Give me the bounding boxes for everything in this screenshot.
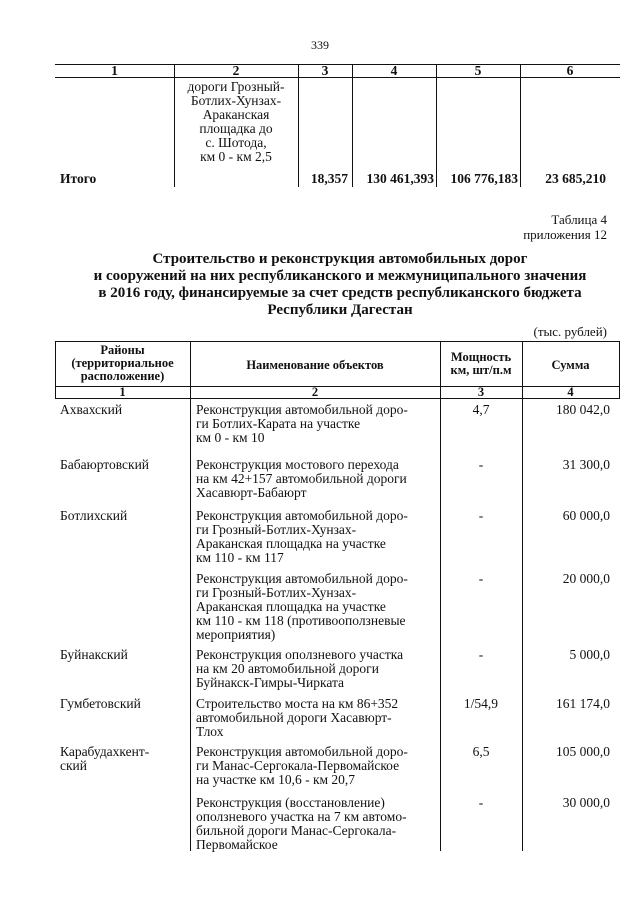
row-capacity: - — [478, 457, 484, 472]
main-table-col-line — [522, 341, 523, 851]
row-object: Реконструкция (восстановление) оползневого участка на 7 км автомо- бильной дороги Манас-Сергокала- Первомайское — [196, 795, 407, 852]
row-district: Бабаюртовский — [60, 457, 150, 472]
header-object: Наименование объектов — [246, 358, 384, 372]
table-reference: Таблица 4 приложения 12 — [523, 212, 607, 242]
top-object-text: дороги Грозный- Ботлих-Хунзах- Араканская площадка до с. Шотода, км 0 - км 2,5 — [187, 79, 285, 164]
top-col-num: 6 — [566, 63, 574, 78]
col-number: 3 — [477, 385, 485, 399]
row-sum: 5 000,0 — [569, 647, 610, 662]
top-table-col-line — [520, 64, 521, 187]
row-capacity: - — [478, 571, 484, 586]
col-number: 4 — [567, 385, 574, 399]
row-capacity: - — [478, 647, 484, 662]
top-table-col-line — [436, 64, 437, 187]
row-district: Гумбетовский — [60, 696, 141, 711]
page-number: 339 — [311, 38, 329, 52]
total-value: 23 685,210 — [545, 171, 606, 186]
top-col-num: 3 — [321, 63, 329, 78]
top-col-num: 4 — [390, 63, 398, 78]
top-col-num: 5 — [474, 63, 482, 78]
header-capacity: Мощность км, шт/п.м — [450, 350, 512, 377]
row-object: Реконструкция автомобильной доро- ги Манас-Сергокала-Первомайское на участке км 10,6 - км 20,7 — [196, 744, 408, 787]
row-object: Реконструкция автомобильной доро- ги Грозный-Ботлих-Хунзах- Араканская площадка на участке км 110 - км 117 — [196, 508, 408, 565]
row-object: Строительство моста на км 86+352 автомобильной дороги Хасавюрт- Тлох — [196, 696, 399, 739]
row-sum: 105 000,0 — [556, 744, 610, 759]
row-sum: 60 000,0 — [562, 508, 610, 523]
row-sum: 180 042,0 — [556, 402, 610, 417]
top-col-num: 1 — [111, 63, 118, 78]
document-title: Строительство и реконструкция автомобильных дорог и сооружений на них республиканского и межмуниципального значения в 2016 году, финансируемые за счет средств республиканского бюджета Республики Дагестан — [93, 251, 587, 318]
col-number: 1 — [119, 385, 126, 399]
row-capacity: - — [478, 508, 484, 523]
row-object: Реконструкция мостового перехода на км 42+157 автомобильной дороги Хасавюрт-Бабаюрт — [196, 457, 407, 500]
top-table-col-line — [298, 64, 299, 187]
row-district: Ахвахский — [60, 402, 123, 417]
row-capacity: 6,5 — [472, 744, 490, 759]
col-number: 2 — [311, 385, 319, 399]
top-table-col-line — [352, 64, 353, 187]
row-district: Карабудахкент- ский — [60, 744, 150, 773]
units-label: (тыс. рублей) — [533, 324, 607, 339]
header-district: Районы (территориальное расположение) — [71, 343, 174, 383]
main-table-col-line — [190, 341, 191, 851]
header-sum: Сумма — [551, 358, 590, 372]
row-capacity: 4,7 — [472, 402, 490, 417]
total-label: Итого — [60, 171, 97, 186]
row-capacity: 1/54,9 — [463, 696, 499, 711]
main-table-border — [619, 341, 620, 398]
row-object: Реконструкция автомобильной доро- ги Грозный-Ботлих-Хунзах- Араканская площадка на участке км 110 - км 118 (противооползневые мероприятия) — [196, 571, 408, 642]
main-table-border — [55, 341, 620, 342]
total-value: 18,357 — [310, 171, 348, 186]
row-object: Реконструкция оползневого участка на км 20 автомобильной дороги Буйнакск-Гимры-Чирката — [196, 647, 404, 690]
top-col-num: 2 — [232, 63, 240, 78]
row-sum: 31 300,0 — [562, 457, 610, 472]
total-value: 106 776,183 — [450, 171, 518, 186]
row-object: Реконструкция автомобильной доро- ги Ботлих-Карата на участке км 0 - км 10 — [196, 402, 408, 445]
main-table-col-line — [440, 341, 441, 851]
row-capacity: - — [478, 795, 484, 810]
total-value: 130 461,393 — [366, 171, 434, 186]
row-district: Буйнакский — [60, 647, 128, 662]
row-sum: 161 174,0 — [556, 696, 610, 711]
row-district: Ботлихский — [60, 508, 128, 523]
row-sum: 20 000,0 — [562, 571, 610, 586]
row-sum: 30 000,0 — [562, 795, 610, 810]
